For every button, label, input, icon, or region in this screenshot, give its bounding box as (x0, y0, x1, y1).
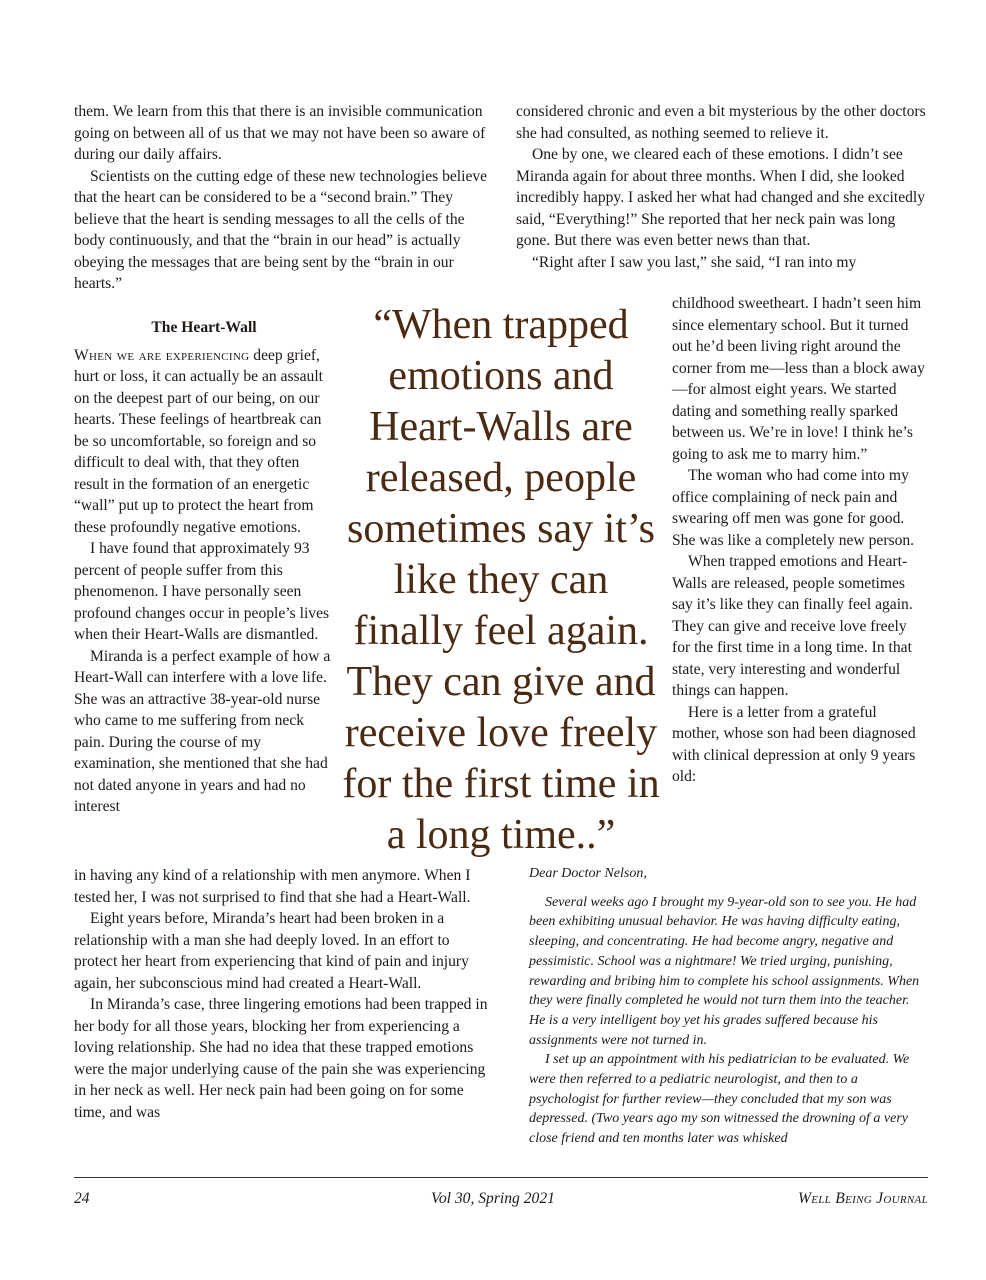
paragraph: In Miranda’s case, three lingering emotions had been trapped in her body for all those years, blocking her from experiencing a loving relationship. She had no idea that these trapped emotions were the major underlying cause of the pain she was experiencing in her neck as well. Her neck pain had been going on for some time, and was (74, 996, 488, 1121)
letter (529, 864, 921, 1149)
letter-paragraph: I set up an appointment with his pediatrician to be evaluated. We were then referred to a pediatric neurologist, and then to a psychologist for further review—they concluded that my son was depressed. (Two years ago my son witnessed the drowning of a very close friend and ten months later was whisked (529, 1052, 910, 1147)
column2-top-text (516, 101, 928, 273)
letter-paragraph: Several weeks ago I brought my 9-year-old son to see you. He had been exhibiting unusual behavior. He was having difficulty eating, sleeping, and concentrating. He had become angry, negative and pessimistic. School was a nightmare! We tried urging, punishing, rewarding and bribing him to complete his school assignments. When they were finally completed he would not turn them into the teacher. He is a very intelligent boy yet his grades suffered because his assignments were not turned in. (529, 894, 920, 1048)
journal-name: Well Being Journal (797, 1190, 928, 1207)
paragraph: Miranda is a perfect example of how a Heart-Wall can interfere with a love life. She was an attractive 38-year-old nurse who came to me suffering from neck pain. During the course of my examination, she mentioned that she had not dated anyone in years and had no interest (74, 647, 331, 815)
column1-bottom-text (74, 865, 494, 1123)
letter-salutation: Dear Doctor Nelson, (529, 866, 647, 881)
paragraph: childhood sweetheart. I hadn’t seen him since elementary school. But it turned out he’d been living right around the corner from me—less than a block away—for almost eight years. We started dating and something really sparked between us. We’re in love! I think he’s going to ask me to marry him.” (672, 295, 925, 463)
column1-mid-text (74, 317, 334, 818)
footer-divider (74, 1177, 928, 1178)
paragraph (74, 345, 334, 539)
section-heading: The Heart-Wall (151, 319, 257, 336)
paragraph-text: deep grief, hurt or loss, it can actually be an assault on the deepest part of our being, on our hearts. These feelings of heartbreak can be so uncomfortable, so foreign and so difficult to deal with, that they often result in the formation of an energetic “wall” put up to protect the heart from these profoundly negative emotions. (74, 346, 323, 536)
paragraph: Here is a letter from a grateful mother, whose son had been diagnosed with clinical depression at only 9 years old: (672, 703, 916, 785)
paragraph: When trapped emotions and Heart-Walls are released, people sometimes say it’s like they can finally feel again. They can give and receive love freely for the first time in a long time. In that state, very interesting and wonderful things can happen. (672, 553, 913, 699)
column1-top-text (74, 101, 494, 295)
paragraph: considered chronic and even a bit mysterious by the other doctors she had consulted, as nothing seemed to relieve it. (516, 103, 926, 142)
paragraph: Eight years before, Miranda’s heart had been broken in a relationship with a man she had deeply loved. In an effort to protect her heart from experiencing that kind of pain and injury again, her subconscious mind had created a Heart-Wall. (74, 910, 469, 992)
paragraph: “Right after I saw you last,” she said, “I ran into my (532, 253, 857, 271)
issue-label: Vol 30, Spring 2021 (431, 1190, 555, 1207)
lead-in: When we are experiencing (74, 346, 250, 364)
pull-quote: “When trapped emotions and Heart-Walls are released, people sometimes say it’s like they can finally feel again. They can give and receive love freely for the first time in a long time..” (342, 302, 660, 858)
paragraph: Scientists on the cutting edge of these new technologies believe that the heart can be considered to be a “second brain.” They believe that the heart is sending messages to all the cells of the body continuously, and that the “brain in our head” is actually obeying the messages that are being sent by the “brain in our hearts.” (74, 167, 488, 292)
column2-mid-text (672, 293, 928, 788)
paragraph: I have found that approximately 93 percent of people suffer from this phenomenon. I have personally seen profound changes occur in people’s lives when their Heart-Walls are dismantled. (74, 540, 330, 643)
page-number: 24 (74, 1190, 90, 1207)
paragraph: The woman who had come into my office complaining of neck pain and swearing off men was gone for good. She was like a completely new person. (672, 467, 915, 549)
paragraph: One by one, we cleared each of these emotions. I didn’t see Miranda again for about three months. When I did, she looked incredibly happy. I asked her what had changed and she excitedly said, “Everything!” She reported that her neck pain was long gone. But there was even better news than that. (516, 146, 926, 249)
paragraph: in having any kind of a relationship with men anymore. When I tested her, I was not surprised to find that she had a Heart-Wall. (74, 867, 471, 906)
paragraph: them. We learn from this that there is an invisible communication going on between all of us that we may not have been so aware of during our daily affairs. (74, 103, 486, 163)
